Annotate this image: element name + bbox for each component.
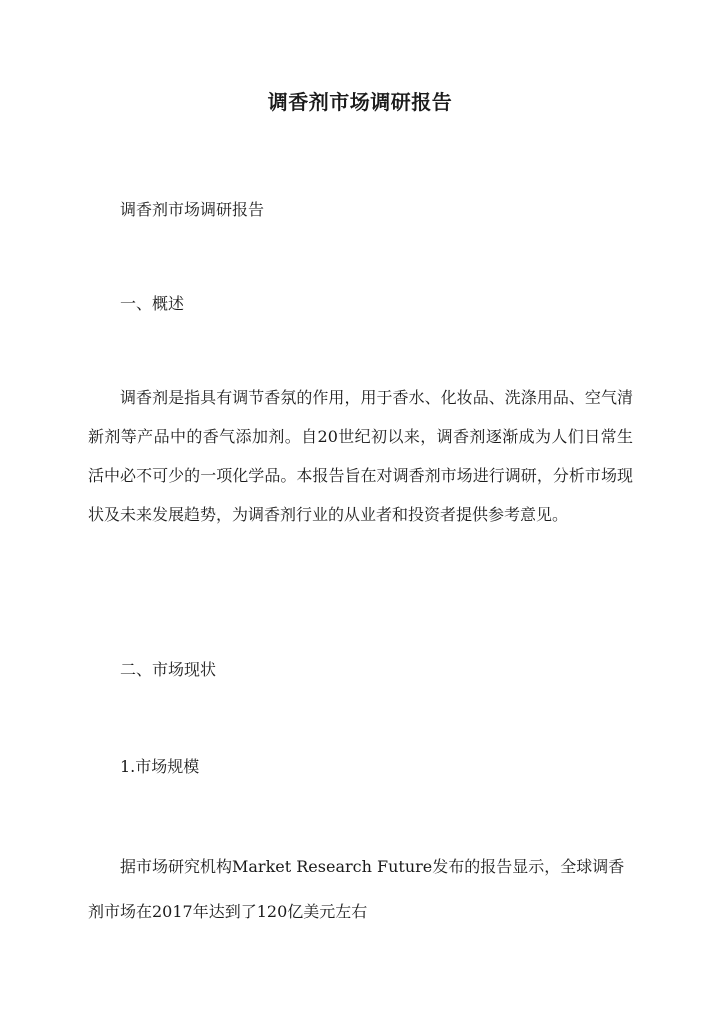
report-subtitle: 调香剂市场调研报告 bbox=[120, 200, 265, 219]
section-heading-overview: 一、概述 bbox=[120, 294, 185, 313]
subsection-heading-market-size: 1.市场规模 bbox=[120, 757, 200, 776]
document-title: 调香剂市场调研报告 bbox=[267, 90, 453, 114]
market-size-paragraph: 据市场研究机构Market Research Future发布的报告显示，全球调香剂市场在2017年达到了120亿美元左右 bbox=[88, 857, 625, 921]
overview-paragraph: 调香剂是指具有调节香氛的作用，用于香水、化妆品、洗涤用品、空气清新剂等产品中的香气添加剂。自20世纪初以来，调香剂逐渐成为人们日常生活中必不可少的一项化学品。本报告旨在对调香剂市场进行调研，分析市场现状及未来发展趋势，为调香剂行业的从业者和投资者提供参考意见。 bbox=[88, 388, 633, 524]
section-heading-market-status: 二、市场现状 bbox=[120, 660, 217, 679]
